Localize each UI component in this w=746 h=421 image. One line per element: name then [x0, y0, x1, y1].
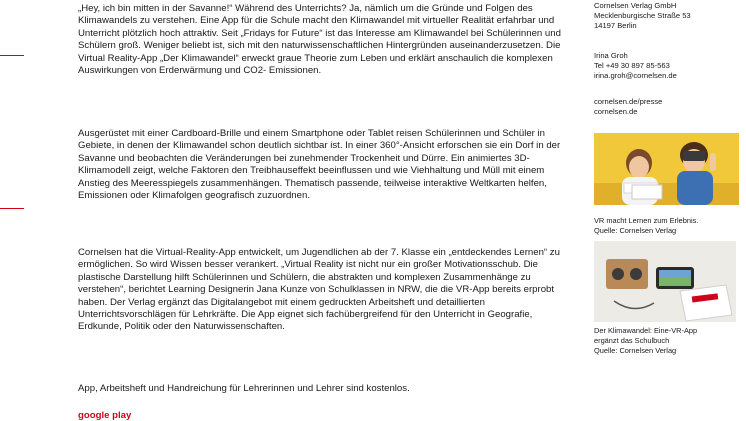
website-link[interactable]: cornelsen.de — [594, 107, 638, 117]
paragraph-free: App, Arbeitsheft und Handreichung für Lehrerinnen und Lehrer sind kostenlos. — [78, 383, 410, 394]
caption-photo2 — [594, 326, 744, 355]
press-links — [594, 97, 744, 117]
contact-email[interactable]: irina.groh@cornelsen.de — [594, 71, 677, 81]
contact-name: Irina Groh — [594, 51, 628, 60]
press-contact — [594, 51, 744, 82]
caption2-source: Quelle: Cornelsen Verlag — [594, 345, 677, 355]
contact-phone: Tel +49 30 897 85-563 — [594, 61, 670, 71]
google-play-link[interactable]: google play — [78, 410, 132, 421]
publisher-name: Cornelsen Verlag GmbH — [594, 1, 677, 10]
caption2-subtext: ergänzt das Schulbuch — [594, 335, 670, 345]
kids-vr-illustration — [594, 133, 739, 205]
vr-product-illustration — [594, 241, 736, 322]
publisher-street: Mecklenburgische Straße 53 — [594, 11, 691, 21]
paragraph-intro: „Hey, ich bin mitten in der Savanne!“ Während des Unterrichts? Ja, nämlich um die Gründe und Folgen des Klimawandels zu verstehen. Eine App für die Schule macht den Klimawandel mit virtueller Realität erfahrbar und Unterricht plötzlich hoch attraktiv. Seit „Fridays for Future“ ist das Interesse am Klimawandel bei Schülerinnen und Schülern groß. Weniger beliebt ist, sich mit den naturwissenschaftlichen Hintergründen auseinanderzusetzen. Die Virtual Reality-App „Der Klimawandel“ erweckt graue Theorie zum Leben und erklärt anschaulich die komplexen Auswirkungen von Erderwärmung und CO2- Emissionen. — [78, 3, 561, 77]
margin-marker-bottom — [0, 208, 24, 209]
caption-photo1 — [594, 216, 744, 236]
margin-marker-top — [0, 55, 24, 56]
photo-kids-vr — [594, 133, 739, 205]
paragraph-equipment: Ausgerüstet mit einer Cardboard-Brille und einem Smartphone oder Tablet reisen Schülerinnen und Schüler in Gebiete, in denen der Klimawandel schon deutlich sichtbar ist. In einer 360°-Ansicht erforschen sie ein Dorf in der Savanne und beobachten die Veränderungen bei zunehmender Trockenheit und Dürre. Ein animiertes 3D-Klimamodell zeigt, welche Faktoren den Treibhauseffekt beeinflussen und wie Viehhaltung und Müll mit einem Anstieg des Meeresspiegels zusammenhängen. Thematisch passende, teilweise interaktive Weltkarten helfen, Emissionen oder Klimafolgen geografisch zuzuordnen. — [78, 128, 561, 202]
publisher-address — [594, 1, 744, 32]
photo-product — [594, 241, 736, 322]
press-link[interactable]: cornelsen.de/presse — [594, 97, 663, 106]
caption1-text: VR macht Lernen zum Erlebnis. — [594, 216, 699, 225]
caption2-text: Der Klimawandel: Eine-VR-App — [594, 326, 698, 335]
caption1-source: Quelle: Cornelsen Verlag — [594, 225, 677, 235]
paragraph-development: Cornelsen hat die Virtual-Reality-App entwickelt, um Jugendlichen ab der 7. Klasse ein „entdeckendes Lernen“ zu ermöglichen. So wird Wissen besser verankert. „Virtual Reality ist nicht nur ein großer Motivationsschub. Die plastische Darstellung hilft Schülerinnen und Schülern, die abstrakten und komplexen Zusammenhänge zu verstehen“, berichtet Learning Designerin Jana Kunze von Schulklassen in NRW, die die VR-App bereits erprobt haben. Der Verlag ergänzt das Digitalangebot mit einem gedruckten Arbeitsheft und detaillierten Unterrichtsvorschlägen für Lehrkräfte. Die App eignet sich fachübergreifend für den Unterricht in Geografie, Erdkunde, Politik oder den Naturwissenschaften. — [78, 247, 560, 333]
publisher-city: 14197 Berlin — [594, 21, 637, 31]
